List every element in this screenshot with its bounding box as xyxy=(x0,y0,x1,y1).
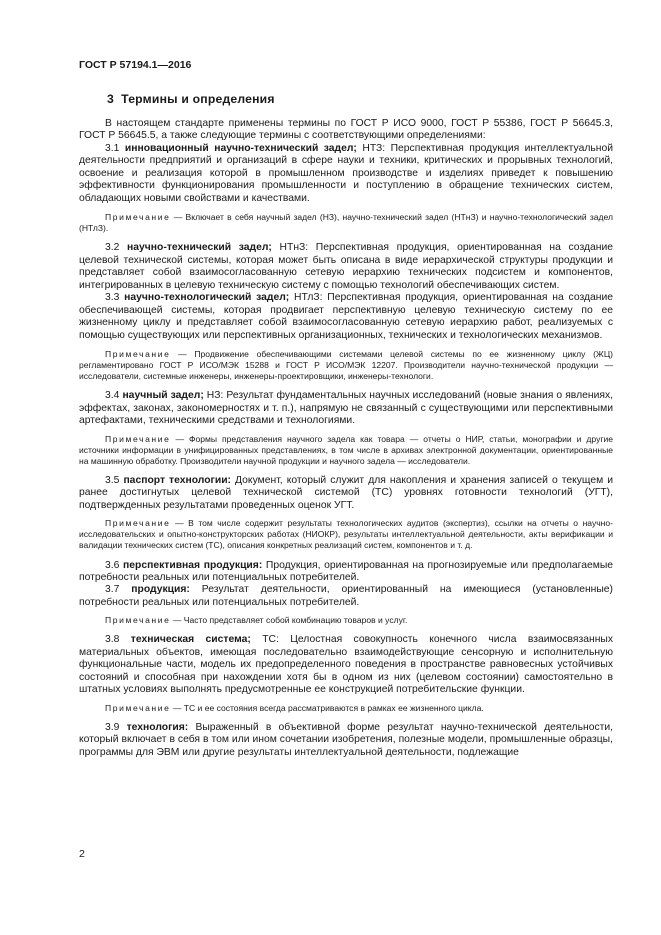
note-3-4: Примечание — Формы представления научного задела как товара — отчеты о НИР, статьи, монографии и другие источники информации в унифицированных представлениях, в том числе в архивах электронной документации, ориентированные на машинную обработку. Производители научной продукции и научного задела — исследователи. xyxy=(79,433,613,466)
term-3-8: 3.8 техническая система; ТС: Целостная совокупность конечного числа взаимосвязанных материальных объектов, имеющая последовательно взаимодействующие сенсорную и исполнительную функциональные части, модель их предопределенного поведения в пространстве равновесных устойчивых состояний и способная при нахождении хотя бы в одном из них (целевом состоянии) самостоятельно в штатных условиях выполнять предусмотренные ее конструкцией потребительские функции. xyxy=(79,634,614,696)
term-name: научно-технологический задел; xyxy=(124,292,290,304)
intro-paragraph: В настоящем стандарте применены термины по ГОСТ Р ИСО 9000, ГОСТ Р 55386, ГОСТ Р 56645.3, ГОСТ Р 56645.5, а также следующие термины с соответствующими определениями: xyxy=(79,118,613,142)
note-3-7: Примечание — Часто представляет собой комбинацию товаров и услуг. xyxy=(105,615,408,626)
note-3-1: Примечание — Включает в себя научный задел (НЗ), научно-технический задел (НТнЗ) и научно-технологический задел (НТлЗ). xyxy=(79,212,613,234)
term-3-6: 3.6 перспективная продукция: Продукция, ориентированная на прогнозируемые или предполагаемые потребности реальных или потенциальных потребителей. xyxy=(79,559,614,583)
term-3-9: 3.9 технология: Выраженный в объективной форме результат научно-технической деятельности, который включает в себя в том или ином сочетании изобретения, полезные модели, промышленные образцы, программы для ЭВМ или другие результаты интеллектуальной деятельности, подлежащие xyxy=(79,721,614,758)
note-label: Примечание xyxy=(105,615,171,626)
term-name: инновационный научно-технический задел; xyxy=(124,142,357,154)
term-name: техническая система; xyxy=(130,634,251,646)
term-name: научно-технический задел; xyxy=(127,242,272,254)
term-3-2: 3.2 научно-технический задел; НТнЗ: Перспективная продукция, ориентированная на создание целевой технической системы, которая может быть описана в виде иерархической структуры продукции и представляет собой взаимосогласованную сетевую иерархию технических подсистем и компонентов, интегрированных в целевую техническую систему с помощью технологий обеспечивающих систем. xyxy=(79,242,613,291)
term-name: технология: xyxy=(126,721,189,733)
term-3-4: 3.4 научный задел; НЗ: Результат фундаментальных научных исследований (новые знания о явлениях, эффектах, законах, закономерностях и т. п.), напрямую не связанный с существующими или перспективными артефактами, техническими средствами и технологиями. xyxy=(79,390,613,427)
term-name: перспективная продукция: xyxy=(123,559,263,571)
term-3-5: 3.5 паспорт технологии: Документ, который служит для накопления и хранения записей о текущем и ранее достигнутых целевой технической системой (ТС) уровнях готовности технологий (УГТ), подтвержденных результатами проведенных оценок УГТ. xyxy=(79,474,613,511)
term-name: паспорт технологии: xyxy=(123,474,232,486)
standard-id: ГОСТ Р 57194.1—2016 xyxy=(79,59,192,71)
term-3-1: 3.1 инновационный научно-технический задел; НТЗ: Перспективная продукция интеллектуальной деятельности предприятий и организаций в сфере науки и техники, критических и прорывных технологий, освоение и реализация которой в промышленном производстве и изделиях приведет к повышению эффективности функционирования промышленности и поступлению в обращение технических систем, обладающих новыми свойствами и качествами. xyxy=(79,142,613,204)
note-label: Примечание xyxy=(105,702,171,713)
term-3-3: 3.3 научно-технологический задел; НТлЗ: Перспективная продукция, ориентированная на создание обеспечивающей системы, которая продвигает перспективную целевую техническую систему по ее жизненному циклу и представляет собой взаимосогласованную сетевую иерархию работ, реализуемых с помощью существующих или перспективных организационных, технических и технологических механизмов. xyxy=(79,292,613,341)
note-label: Примечание xyxy=(105,518,171,529)
term-3-7: 3.7 продукция: Результат деятельности, ориентированный на имеющиеся (установленные) потребности реальных или потенциальных потребителей. xyxy=(79,584,614,608)
term-name: научный задел; xyxy=(122,390,204,402)
section-number: 3 xyxy=(107,92,114,106)
section-heading xyxy=(107,92,275,106)
section-body xyxy=(79,118,613,759)
note-3-5: Примечание — В том числе содержит результаты технологических аудитов (экспертиз), ссылки на отчеты о научно-исследовательских и опытно-конструкторских работах (НИОКР), результаты интеллектуальной деятельности, акты верификации и валидации технических систем (ТС), описания конкретных реализаций систем, компонентов и т. д. xyxy=(79,518,613,551)
note-label: Примечание xyxy=(105,348,171,359)
page-number: 2 xyxy=(79,848,85,860)
note-label: Примечание xyxy=(105,433,171,444)
note-label: Примечание xyxy=(105,212,171,223)
section-title: Термины и определения xyxy=(121,92,275,106)
term-name: продукция: xyxy=(131,584,190,596)
note-3-8: Примечание — ТС и ее состояния всегда рассматриваются в рамках ее жизненного цикла. xyxy=(105,702,484,713)
note-3-3: Примечание — Продвижение обеспечивающими системами целевой системы по ее жизненному циклу (ЖЦ) регламентировано ГОСТ Р ИСО/МЭК 15288 и ГОСТ Р ИСО/МЭК 12207. Производители научно-технической продукции — исследователи, системные инженеры, инженеры-проектировщики, инженеры-технологи. xyxy=(79,348,613,382)
